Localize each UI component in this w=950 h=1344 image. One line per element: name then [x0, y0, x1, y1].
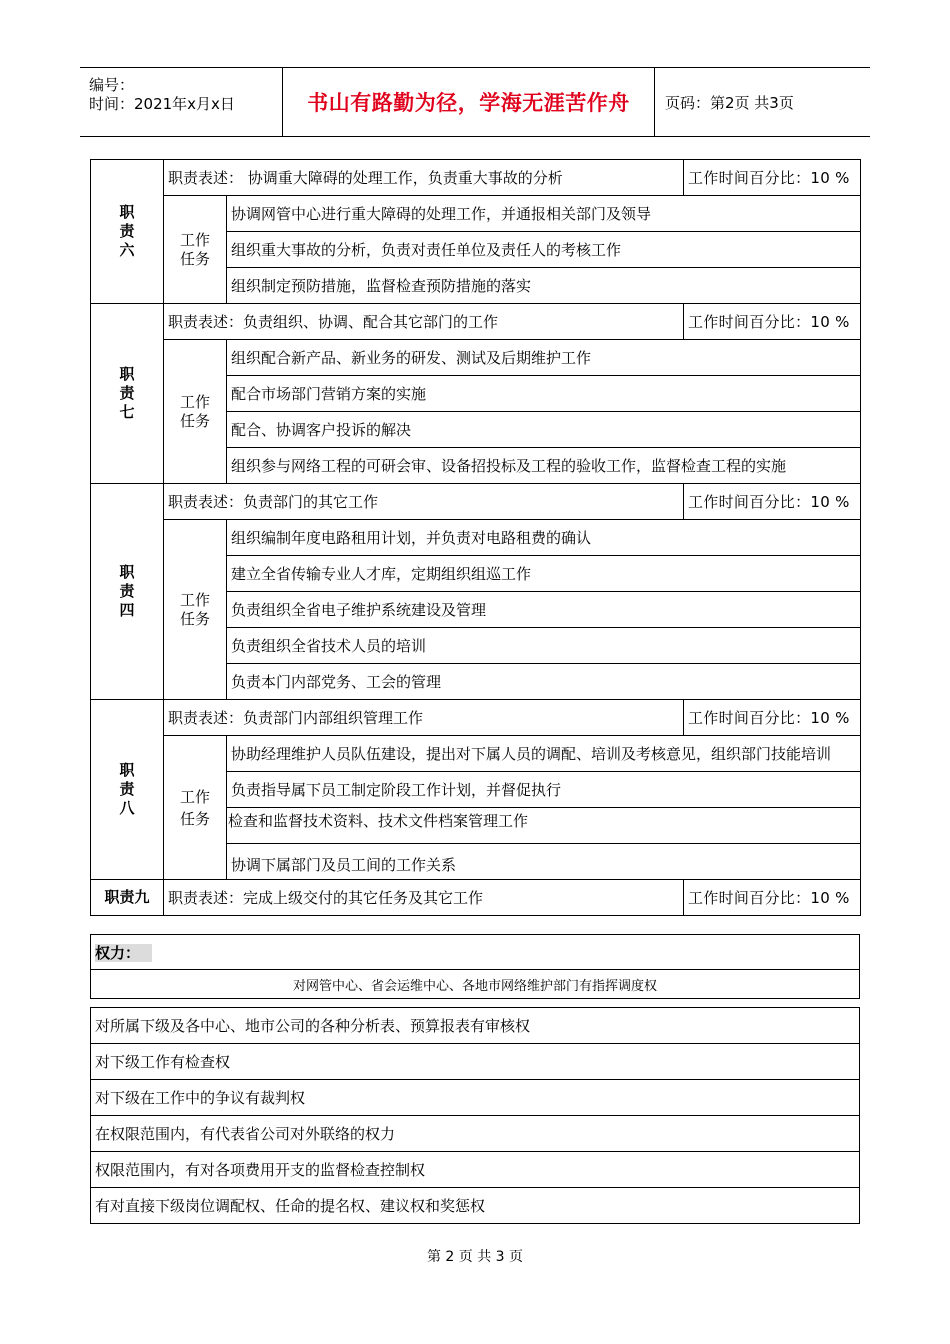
power-item: 对下级工作有检查权: [91, 1044, 860, 1080]
task-item: 组织制定预防措施，监督检查预防措施的落实: [227, 268, 861, 304]
power-item: 对网管中心、省会运维中心、各地市网络维护部门有指挥调度权: [91, 970, 860, 999]
task-item: 协调网管中心进行重大障碍的处理工作，并通报相关部门及领导: [227, 196, 861, 232]
header-meta: [80, 68, 283, 136]
task-item: 组织编制年度电路租用计划，并负责对电路租费的确认: [227, 520, 861, 556]
page-info: 页码：第2页 共3页: [665, 93, 794, 112]
duty-description: 职责表述：负责组织、协调、配合其它部门的工作: [164, 304, 684, 340]
duty-description: 职责表述：完成上级交付的其它任务及其它工作: [164, 880, 684, 916]
duty-row: [91, 304, 861, 340]
power-row: [91, 1188, 860, 1224]
task-row: [91, 196, 861, 232]
task-row: [91, 340, 861, 376]
header-slogan-cell: [283, 68, 655, 136]
duty-name: 职 责 七: [91, 304, 164, 484]
duty-row: [91, 880, 861, 916]
number-label: 编号：: [89, 76, 135, 94]
duty-name: 职 责 六: [91, 160, 164, 304]
duty-percent: 工作时间百分比：10 %: [684, 880, 861, 916]
page-footer: 第 2 页 共 3 页: [426, 1249, 524, 1265]
duty-description: 职责表述：负责部门内部组织管理工作: [164, 700, 684, 736]
power-title: 权力：: [95, 944, 152, 962]
task-item: 负责指导属下员工制定阶段工作计划，并督促执行: [227, 772, 861, 808]
task-label: 工作 任务: [164, 520, 227, 700]
duty-description: 职责表述：负责部门的其它工作: [164, 484, 684, 520]
time-label: 时间：2021年x月x日: [89, 95, 235, 113]
task-item: 负责本门内部党务、工会的管理: [227, 664, 861, 700]
duty-row: [91, 484, 861, 520]
power-title-row: [91, 935, 860, 970]
task-row: [91, 520, 861, 556]
power-row: [91, 1116, 860, 1152]
duty-row: [91, 700, 861, 736]
page-header: [80, 67, 870, 137]
task-item: 负责组织全省技术人员的培训: [227, 628, 861, 664]
duty-row: [91, 160, 861, 196]
task-item: 建立全省传输专业人才库，定期组织组巡工作: [227, 556, 861, 592]
power-row: [91, 1044, 860, 1080]
task-item: 配合市场部门营销方案的实施: [227, 376, 861, 412]
power-row: [91, 1008, 860, 1044]
duty-table: [90, 159, 861, 916]
duty-description: 职责表述： 协调重大障碍的处理工作，负责重大事故的分析: [164, 160, 684, 196]
duty-name: 职责九: [91, 880, 164, 916]
task-label: 工作 任务: [164, 196, 227, 304]
power-item: 在权限范围内，有代表省公司对外联络的权力: [91, 1116, 860, 1152]
task-label: 工作 任务: [164, 736, 227, 880]
power-item: 对下级在工作中的争议有裁判权: [91, 1080, 860, 1116]
duty-name: 职 责 八: [91, 700, 164, 880]
slogan: 书山有路勤为径，学海无涯苦作舟: [307, 91, 630, 115]
power-row: [91, 1152, 860, 1188]
task-item: 组织参与网络工程的可研会审、设备招投标及工程的验收工作，监督检查工程的实施: [227, 448, 861, 484]
power-item: 权限范围内，有对各项费用开支的监督检查控制权: [91, 1152, 860, 1188]
task-item: 组织重大事故的分析，负责对责任单位及责任人的考核工作: [227, 232, 861, 268]
task-item: 检查和监督技术资料、技术文件档案管理工作: [227, 808, 861, 844]
power-row: [91, 1080, 860, 1116]
power-row: [91, 970, 860, 999]
row-gap: [91, 999, 860, 1008]
task-label: 工作 任务: [164, 340, 227, 484]
task-row: [91, 736, 861, 772]
duty-percent: 工作时间百分比：10 %: [684, 484, 861, 520]
task-item: 配合、协调客户投诉的解决: [227, 412, 861, 448]
task-item: 协助经理维护人员队伍建设，提出对下属人员的调配、培训及考核意见，组织部门技能培训: [227, 736, 861, 772]
power-table: [90, 934, 860, 1224]
power-item: 对所属下级及各中心、地市公司的各种分析表、预算报表有审核权: [91, 1008, 860, 1044]
task-item: 协调下属部门及员工间的工作关系: [227, 844, 861, 880]
duty-percent: 工作时间百分比：10 %: [684, 700, 861, 736]
duty-name: 职 责 四: [91, 484, 164, 700]
task-item: 负责组织全省电子维护系统建设及管理: [227, 592, 861, 628]
duty-percent: 工作时间百分比：10 %: [684, 160, 861, 196]
power-item: 有对直接下级岗位调配权、任命的提名权、建议权和奖惩权: [91, 1188, 860, 1224]
duty-percent: 工作时间百分比：10 %: [684, 304, 861, 340]
task-item: 组织配合新产品、新业务的研发、测试及后期维护工作: [227, 340, 861, 376]
